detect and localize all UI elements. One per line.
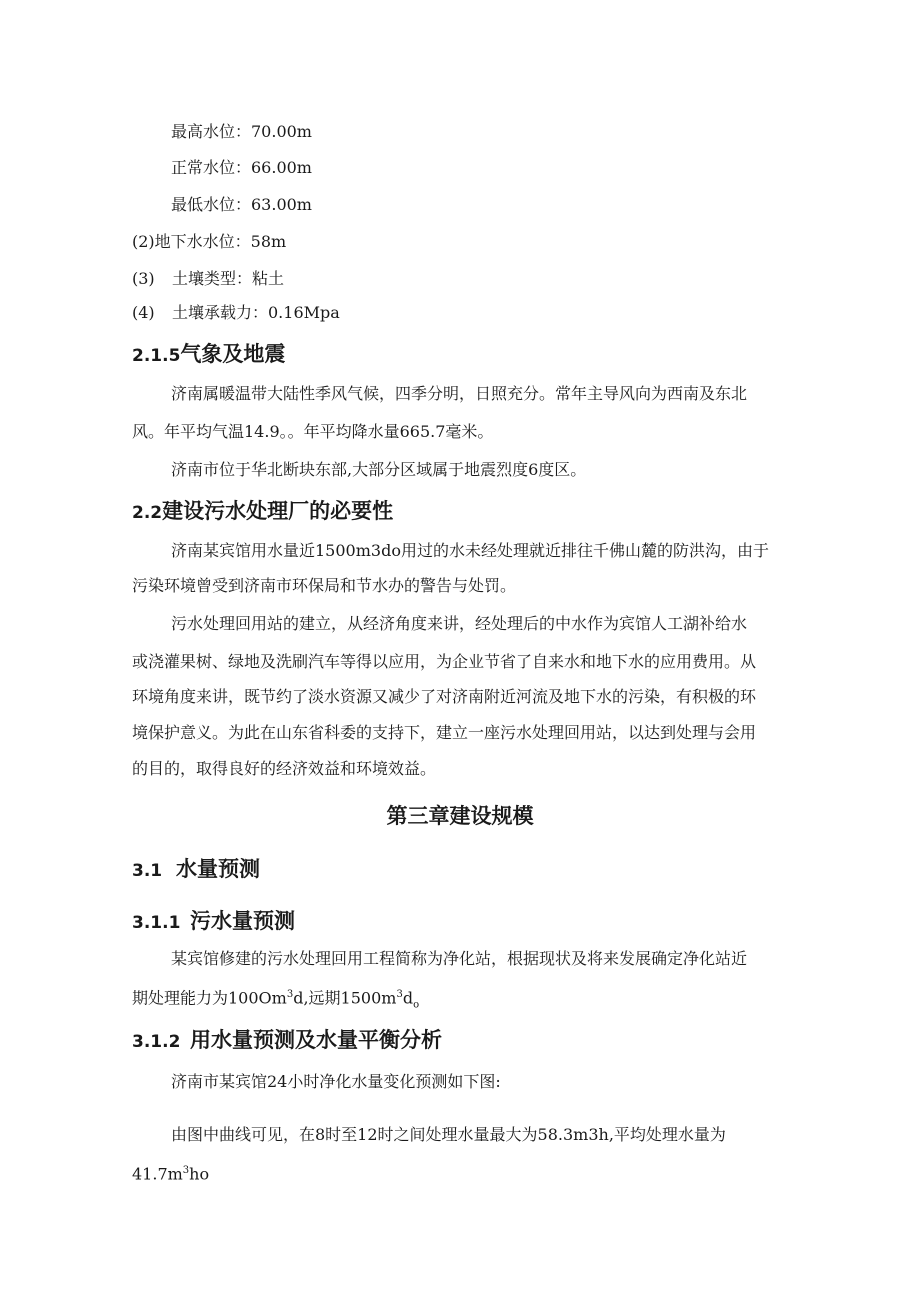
- section-number: 2.1.5: [132, 346, 181, 366]
- section-number: 2.2: [132, 503, 163, 523]
- highest-water-level: 最高水位：70.00m: [171, 122, 312, 141]
- capacity-far-text: d,远期1500m: [293, 988, 397, 1008]
- necessity-para-2-line-2: 或浇灌果树、绿地及洗刷汽车等得以应用，为企业节省了自来水和地下水的应用费用。从: [132, 652, 757, 671]
- earthquake-para: 济南市位于华北断块东部,大部分区域属于地震烈度6度区。: [171, 460, 587, 479]
- necessity-para-2-line-5: 的目的，取得良好的经济效益和环境效益。: [132, 759, 437, 778]
- soil-type-line: [132, 268, 284, 290]
- necessity-para-1-line-2: 污染环境曾受到济南市环保局和节水办的警告与处罚。: [132, 576, 517, 595]
- soil-bearing: 土壤承载力：0.16Mpa: [172, 303, 340, 322]
- section-title: 水量预测: [176, 856, 260, 881]
- chapter-3-title: 第三章建设规模: [386, 803, 534, 828]
- heading-3-1-1: [132, 907, 295, 937]
- section-number: 3.1: [132, 861, 163, 881]
- superscript: 3: [182, 1165, 190, 1176]
- subscript: o: [413, 999, 420, 1011]
- item-number: (4): [132, 303, 155, 322]
- heading-3-1: [132, 855, 260, 885]
- necessity-para-2-line-1: 污水处理回用站的建立，从经济角度来讲，经处理后的中水作为宾馆人工湖补给水: [171, 614, 748, 633]
- item-number: (3): [132, 269, 155, 288]
- capacity-near-text: 期处理能力为100Om: [132, 988, 287, 1008]
- soil-bearing-line: [132, 302, 340, 324]
- sewage-para-line-2: [132, 984, 419, 1017]
- necessity-para-2-line-4: 境保护意义。为此在山东省科委的支持下，建立一座污水处理回用站，以达到处理与会用: [132, 723, 757, 742]
- necessity-para-1-line-1: 济南某宾馆用水量近1500m3do用过的水未经处理就近排往千佛山麓的防洪沟，由于: [171, 541, 769, 560]
- section-title: 气象及地震: [180, 341, 286, 366]
- section-number: 3.1.1: [132, 913, 181, 933]
- normal-water-level: 正常水位：66.00m: [171, 158, 312, 177]
- sewage-para-line-1: 某宾馆修建的污水处理回用工程简称为净化站，根据现状及将来发展确定净化站近: [171, 949, 748, 968]
- climate-para-line-1: 济南属暖温带大陆性季风气候，四季分明，日照充分。常年主导风向为西南及东北: [171, 384, 748, 403]
- lowest-water-level: 最低水位：63.00m: [171, 195, 312, 214]
- water-balance-para: 济南市某宾馆24小时净化水量变化预测如下图:: [171, 1072, 501, 1091]
- unit-text: d: [402, 988, 414, 1008]
- section-title: 建设污水处理厂的必要性: [162, 498, 394, 523]
- necessity-para-2-line-3: 环境角度来讲，既节约了淡水资源又减少了对济南附近河流及地下水的污染，有积极的环: [132, 687, 757, 706]
- superscript: 3: [286, 989, 294, 1000]
- curve-para-line-1: 由图中曲线可见，在8时至12时之间处理水量最大为58.3m3h,平均处理水量为: [171, 1125, 726, 1144]
- soil-type: 土壤类型：粘土: [172, 269, 285, 288]
- heading-2-1-5: [132, 340, 285, 370]
- heading-2-2: [132, 497, 393, 527]
- section-title: 用水量预测及水量平衡分析: [190, 1027, 442, 1052]
- average-value-text: 41.7m: [132, 1164, 183, 1184]
- section-title: 污水量预测: [190, 908, 295, 933]
- curve-para-line-2: [132, 1160, 209, 1185]
- unit-text: ho: [189, 1164, 210, 1184]
- climate-para-line-2: 风。年平均气温14.9。。年平均降水量665.7毫米。: [132, 422, 494, 441]
- heading-3-1-2: [132, 1026, 442, 1056]
- section-number: 3.1.2: [132, 1032, 181, 1052]
- superscript: 3: [396, 989, 403, 1000]
- groundwater-level: (2)地下水水位：58m: [132, 232, 287, 251]
